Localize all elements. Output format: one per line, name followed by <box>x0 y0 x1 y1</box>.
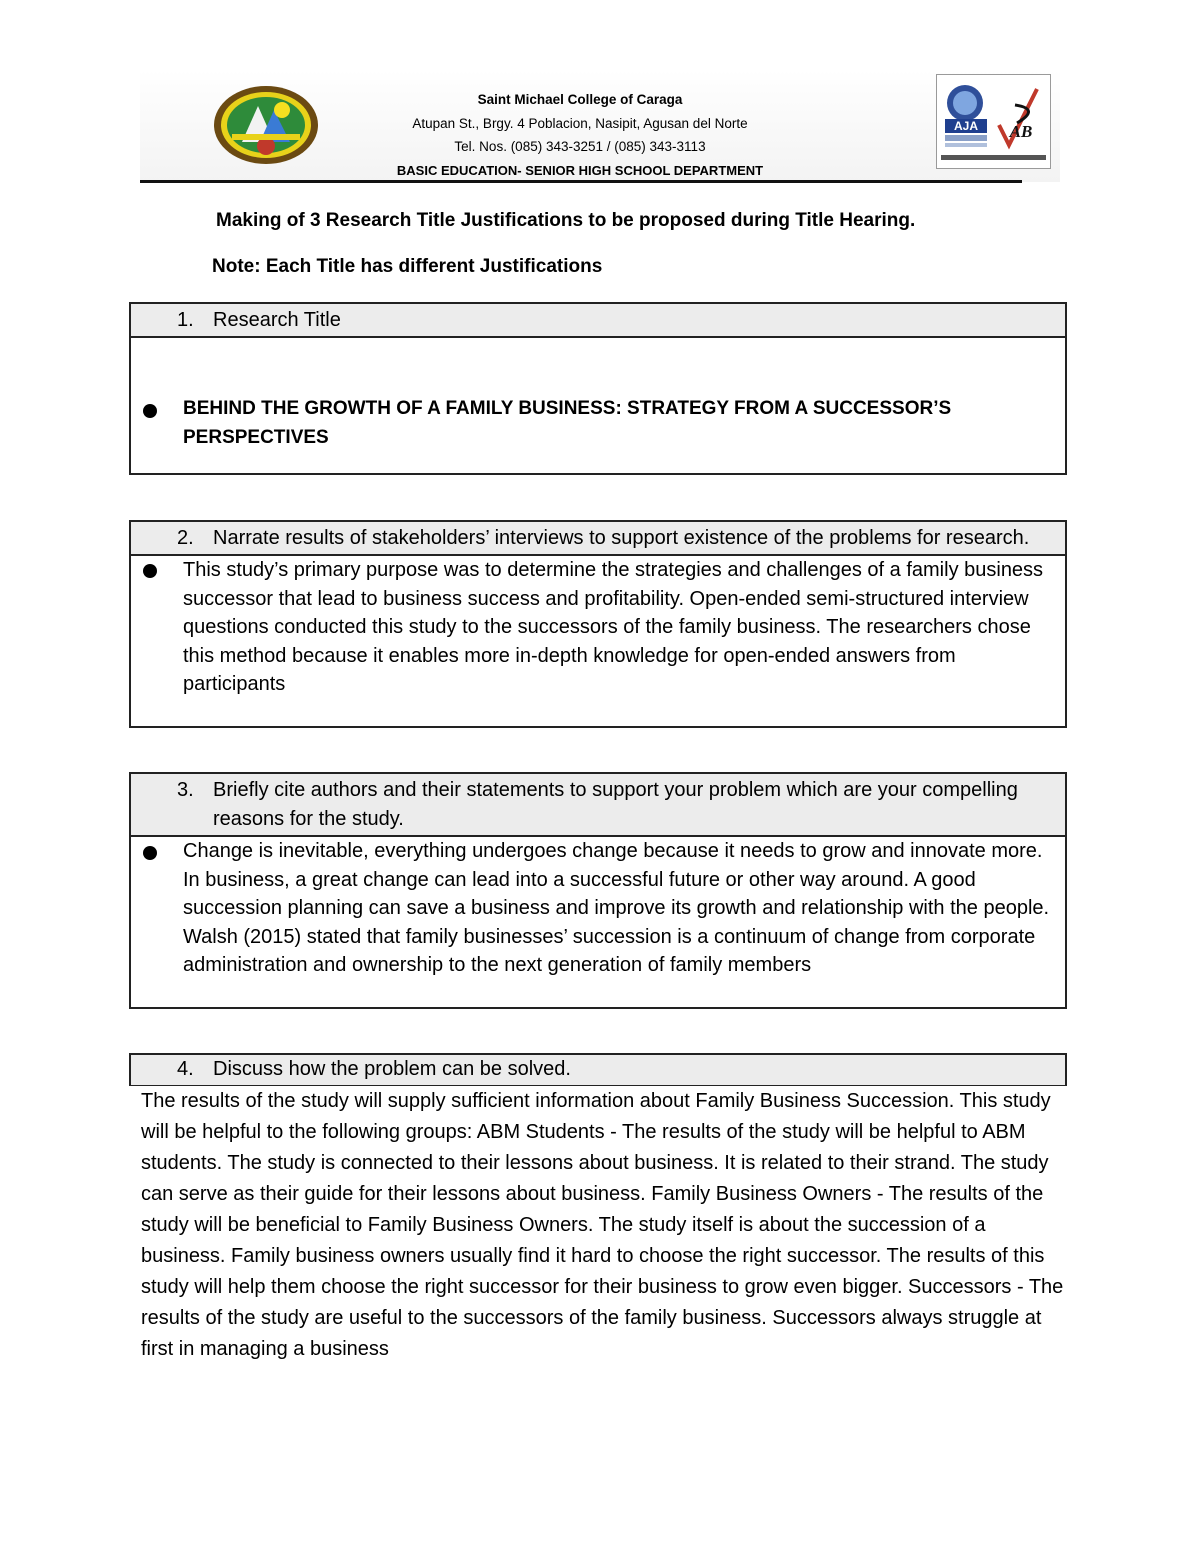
section-body <box>131 556 1065 699</box>
school-seal-logo <box>212 84 320 166</box>
document-title: Making of 3 Research Title Justifications to be proposed during Title Hearing. <box>216 210 916 231</box>
section-interview-results <box>129 520 1067 728</box>
section-heading <box>131 1055 1065 1085</box>
school-address: Atupan St., Brgy. 4 Poblacion, Nasipit, Agusan del Norte <box>412 115 748 131</box>
aja-logo-text: AJA <box>953 119 979 133</box>
section-heading <box>131 774 1065 837</box>
section-body-text: Change is inevitable, everything undergoes change because it needs to grow and innovate more. In business, a great change can lead into a successful future or other way around. A good succession planning can save a business and improve its growth and relationship with the people. Walsh (2015) stated that family businesses’ succession is a continuum of change from corporate administration and ownership to the next generation of family members <box>183 840 1050 976</box>
section-heading-text: Narrate results of stakeholders’ interviews to support existence of the problems for research. <box>213 527 1030 549</box>
section-number: 2. <box>177 527 194 549</box>
section-research-title <box>129 302 1067 475</box>
school-name: Saint Michael College of Caraga <box>477 92 683 107</box>
section-heading <box>131 522 1065 556</box>
section-cited-authors <box>129 772 1067 1009</box>
section-number: 3. <box>177 779 194 801</box>
bullet-icon <box>143 846 157 860</box>
section-number: 4. <box>177 1058 194 1080</box>
solution-paragraph: The results of the study will supply sufficient information about Family Business Succession. This study will be helpful to the following groups: ABM Students - The results of the study will be helpful to ABM students. The study is connected to their lessons about business. It is related to their strand. The study can serve as their guide for their lessons about business. Family Business Owners - The results of the study will be beneficial to Family Business Owners. The study itself is about the succession of a business. Family business owners usually find it hard to choose the right successor. The results of this study will help them choose the right successor for their business to grow even bigger. Successors - The results of the study are useful to the successors of the family business. Successors always struggle at first in managing a business <box>141 1090 1064 1360</box>
letterhead <box>140 70 1060 182</box>
research-title-text: BEHIND THE GROWTH OF A FAMILY BUSINESS: STRATEGY FROM A SUCCESSOR’S PERSPECTIVES <box>183 398 952 448</box>
bullet-icon <box>143 564 157 578</box>
section-heading-text: Briefly cite authors and their statements to support your problem which are your compelling reasons for the study. <box>213 779 1018 830</box>
document-note: Note: Each Title has different Justifications <box>212 256 603 277</box>
section-heading-text: Discuss how the problem can be solved. <box>213 1058 571 1080</box>
section-solution <box>129 1053 1067 1086</box>
header-rule <box>140 180 1022 183</box>
school-department: BASIC EDUCATION- SENIOR HIGH SCHOOL DEPARTMENT <box>396 162 764 178</box>
section-number: 1. <box>177 309 194 331</box>
section-body <box>131 837 1065 980</box>
section-heading <box>131 304 1065 338</box>
accreditation-logo <box>936 74 1051 169</box>
section-heading-text: Research Title <box>213 309 341 331</box>
section-body-text: This study’s primary purpose was to determine the strategies and challenges of a family business successor that lead to business success and profitability. Open-ended semi-structured interview questions conducted this study to the successors of the family business. The researchers chose this method because it enables more in-depth knowledge for open-ended answers from participants <box>183 559 1044 695</box>
section-body <box>131 338 1065 452</box>
ab-logo-text: AB <box>1009 122 1033 141</box>
bullet-icon <box>143 404 157 418</box>
letterhead-text <box>340 88 820 182</box>
school-phone: Tel. Nos. (085) 343-3251 / (085) 343-3113 <box>454 139 706 154</box>
